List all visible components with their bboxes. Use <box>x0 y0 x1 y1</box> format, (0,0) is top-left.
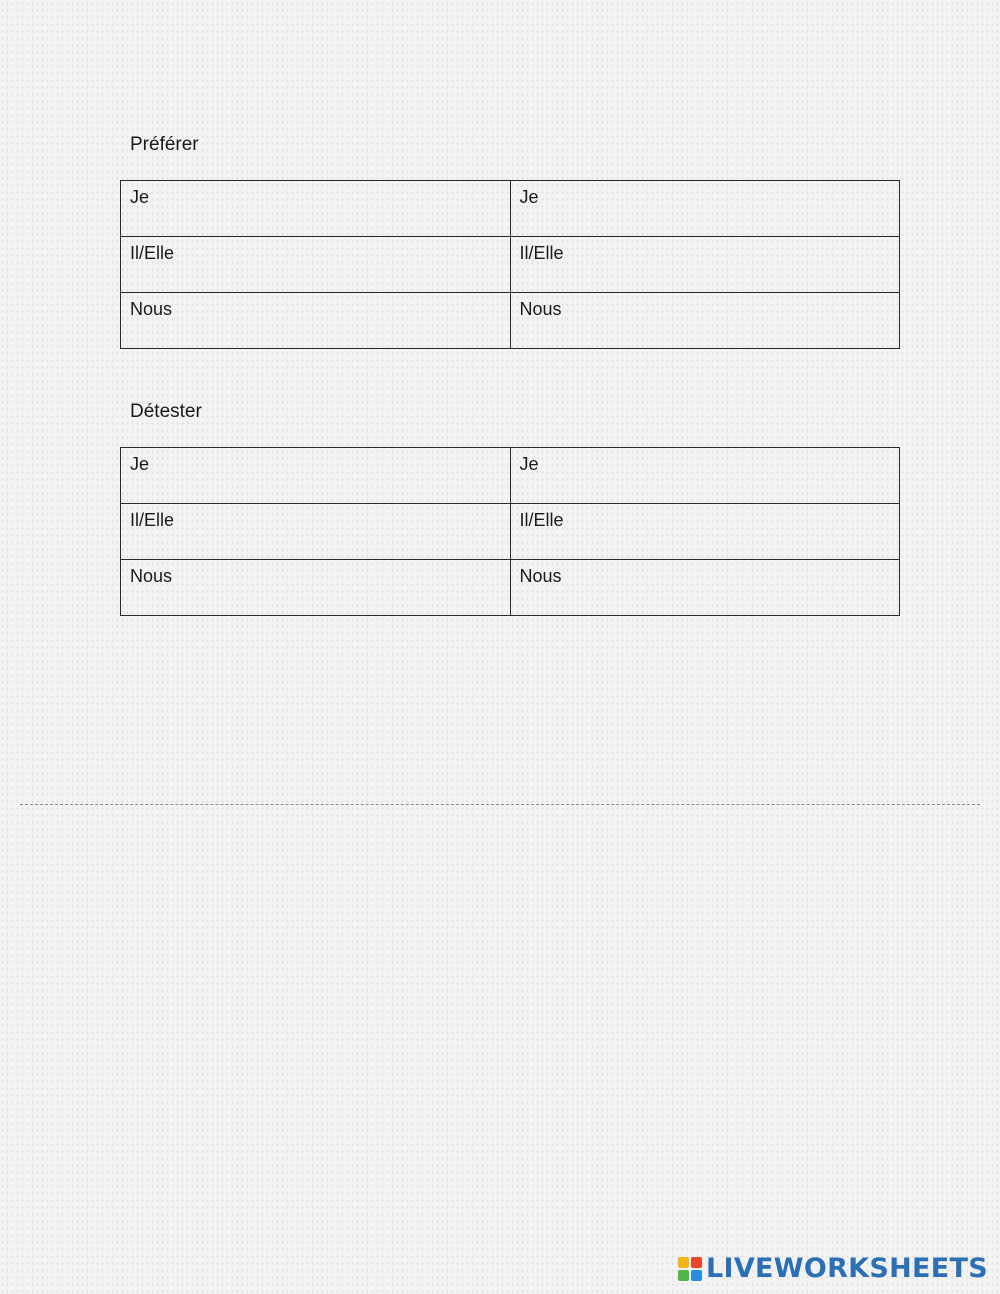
logo-square-icon <box>691 1270 702 1281</box>
table-cell[interactable]: Nous <box>121 293 511 349</box>
section-title-preferer: Préférer <box>130 134 199 155</box>
fold-line-divider <box>20 804 980 805</box>
table-cell[interactable]: Il/Elle <box>510 237 900 293</box>
logo-square-icon <box>691 1257 702 1268</box>
logo-square-icon <box>678 1257 689 1268</box>
table-row <box>121 293 900 349</box>
logo-icon <box>678 1257 702 1281</box>
liveworksheets-logo <box>678 1253 988 1284</box>
conjugation-table-preferer <box>120 180 900 349</box>
table-cell[interactable]: Je <box>510 181 900 237</box>
table-cell[interactable]: Je <box>510 448 900 504</box>
table-row <box>121 560 900 616</box>
table-row <box>121 448 900 504</box>
table-cell[interactable]: Je <box>121 448 511 504</box>
table-cell[interactable]: Je <box>121 181 511 237</box>
table-row <box>121 237 900 293</box>
table-cell[interactable]: Il/Elle <box>121 504 511 560</box>
table-cell[interactable]: Il/Elle <box>121 237 511 293</box>
table-row <box>121 504 900 560</box>
table-cell[interactable]: Il/Elle <box>510 504 900 560</box>
logo-text: LIVEWORKSHEETS <box>705 1253 988 1284</box>
table-cell[interactable]: Nous <box>510 560 900 616</box>
logo-square-icon <box>678 1270 689 1281</box>
conjugation-table-detester <box>120 447 900 616</box>
table-cell[interactable]: Nous <box>121 560 511 616</box>
table-cell[interactable]: Nous <box>510 293 900 349</box>
section-title-detester: Détester <box>130 401 202 422</box>
table-row <box>121 181 900 237</box>
